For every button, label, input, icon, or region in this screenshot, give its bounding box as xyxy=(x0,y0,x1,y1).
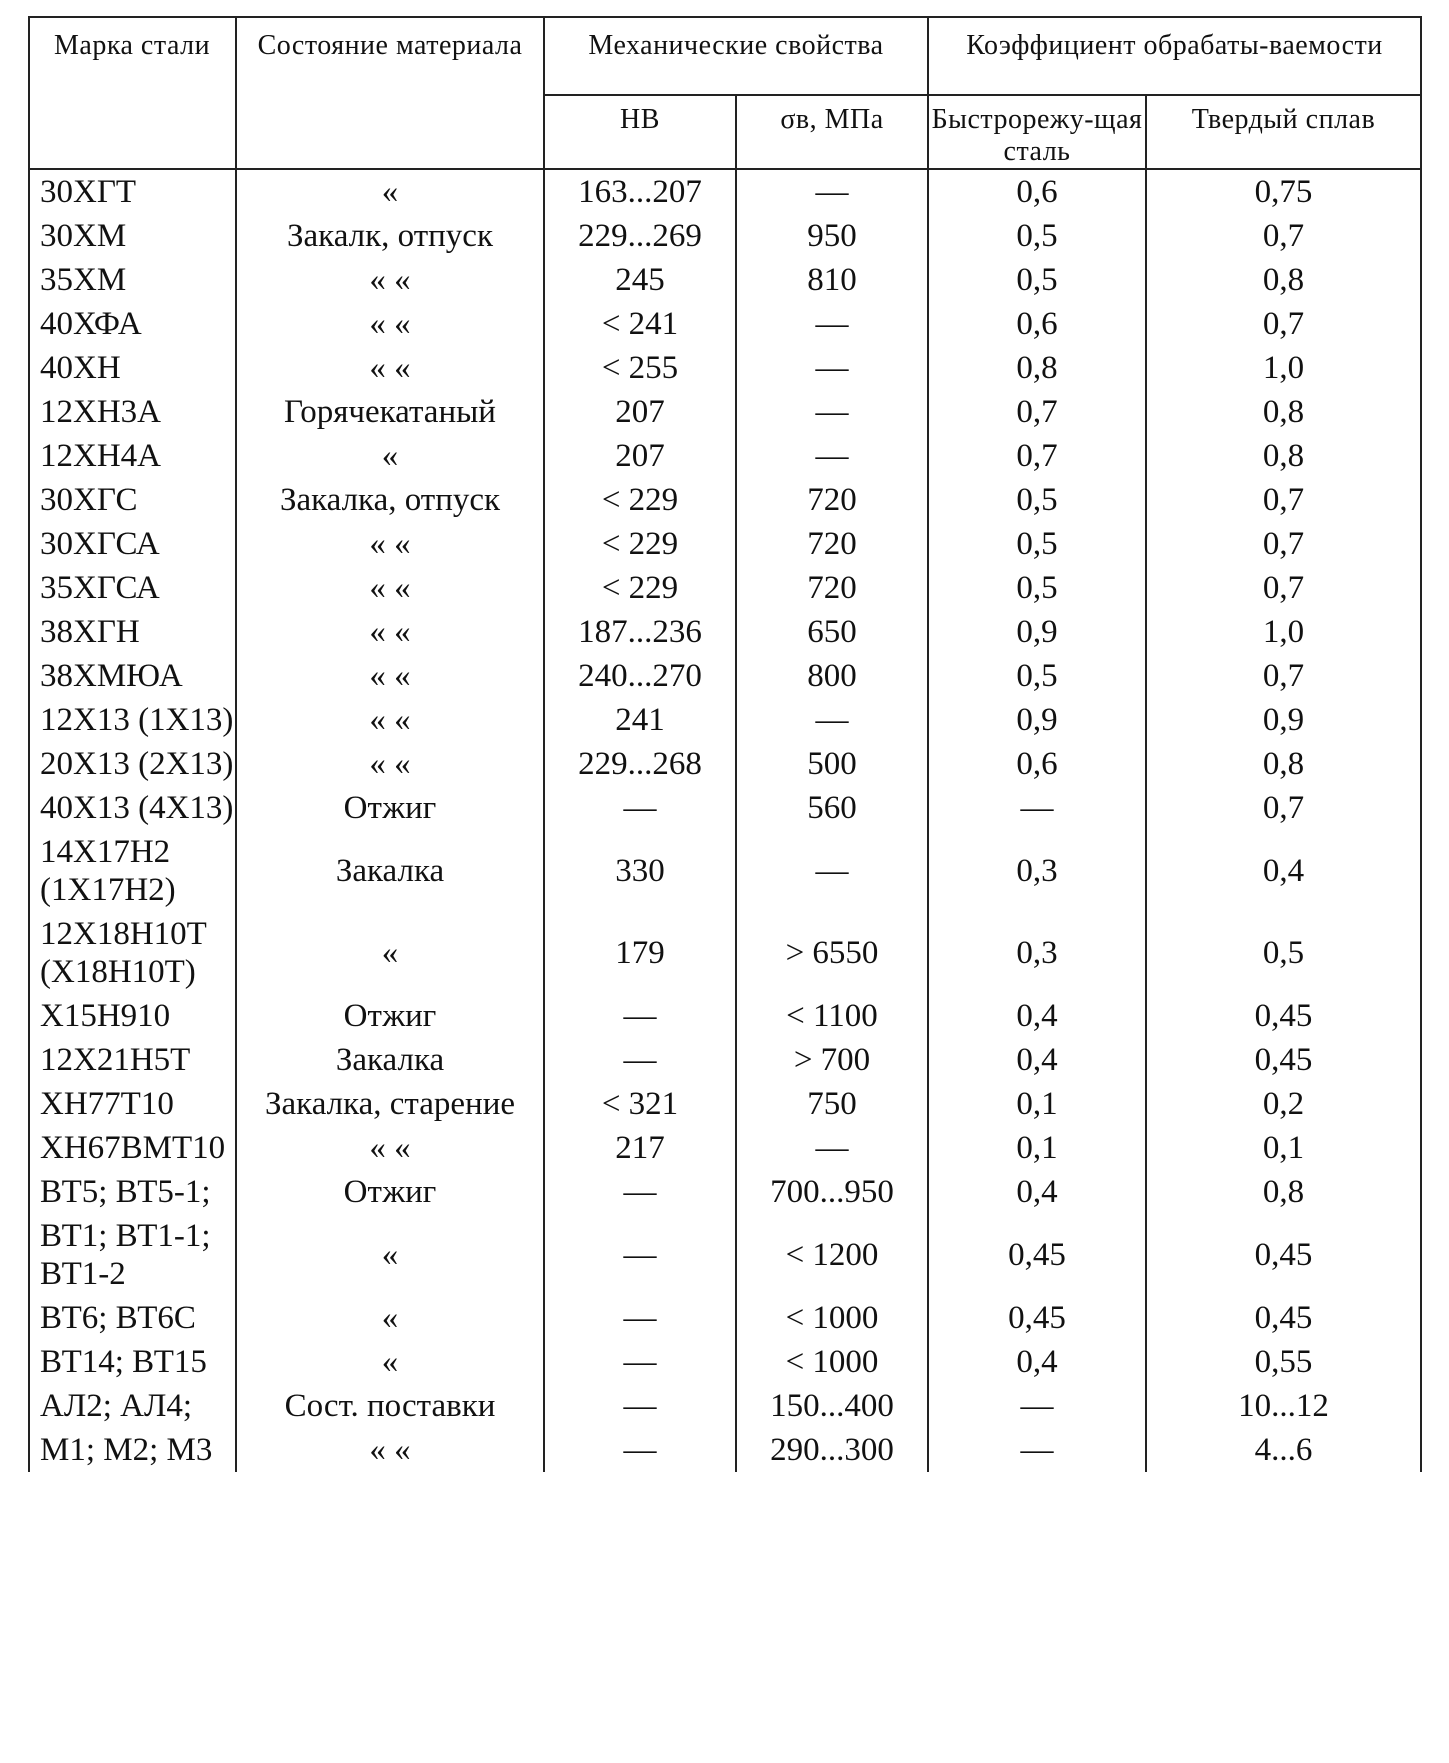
table-row xyxy=(29,1384,1421,1428)
cell-hb: — xyxy=(544,1214,736,1296)
cell-material-state: Горячекатаный xyxy=(236,390,544,434)
cell-tensile-strength: — xyxy=(736,830,928,912)
table-row xyxy=(29,830,1421,912)
cell-steel-grade: АЛ2; АЛ4; xyxy=(29,1384,236,1428)
cell-hard-alloy: 0,7 xyxy=(1146,478,1421,522)
cell-hard-alloy: 0,2 xyxy=(1146,1082,1421,1126)
cell-hard-alloy: 0,8 xyxy=(1146,434,1421,478)
cell-high-speed-steel: 0,3 xyxy=(928,830,1146,912)
cell-hb: 245 xyxy=(544,258,736,302)
cell-material-state: « xyxy=(236,1214,544,1296)
cell-material-state: « « xyxy=(236,258,544,302)
cell-high-speed-steel: 0,5 xyxy=(928,214,1146,258)
cell-tensile-strength: 720 xyxy=(736,566,928,610)
cell-hb: < 241 xyxy=(544,302,736,346)
table-row xyxy=(29,1126,1421,1170)
cell-hard-alloy: 0,7 xyxy=(1146,214,1421,258)
cell-hard-alloy: 0,8 xyxy=(1146,742,1421,786)
cell-tensile-strength: 150...400 xyxy=(736,1384,928,1428)
table-row xyxy=(29,610,1421,654)
cell-high-speed-steel: 0,45 xyxy=(928,1214,1146,1296)
cell-tensile-strength: — xyxy=(736,1126,928,1170)
cell-hard-alloy: 0,75 xyxy=(1146,169,1421,214)
cell-steel-grade: ВТ6; ВТ6С xyxy=(29,1296,236,1340)
cell-material-state: Закалка xyxy=(236,1038,544,1082)
cell-tensile-strength: < 1000 xyxy=(736,1340,928,1384)
cell-hard-alloy: 0,8 xyxy=(1146,258,1421,302)
cell-hb: 187...236 xyxy=(544,610,736,654)
cell-steel-grade: 12Х18Н10Т (Х18Н10Т) xyxy=(29,912,236,994)
table-row xyxy=(29,522,1421,566)
cell-tensile-strength: 750 xyxy=(736,1082,928,1126)
table-body xyxy=(29,169,1421,1472)
header-tensile-strength: σв, МПа xyxy=(736,95,928,169)
cell-steel-grade: 20Х13 (2Х13) xyxy=(29,742,236,786)
cell-tensile-strength: 700...950 xyxy=(736,1170,928,1214)
header-hb: HB xyxy=(544,95,736,169)
table-row xyxy=(29,434,1421,478)
cell-material-state: Закалка, старение xyxy=(236,1082,544,1126)
cell-high-speed-steel: 0,6 xyxy=(928,302,1146,346)
cell-hb: 163...207 xyxy=(544,169,736,214)
table-row xyxy=(29,1082,1421,1126)
cell-hb: 207 xyxy=(544,434,736,478)
cell-steel-grade: 12Х13 (1Х13) xyxy=(29,698,236,742)
cell-steel-grade: 40ХН xyxy=(29,346,236,390)
header-mechanical-properties: Механические свойства xyxy=(544,17,928,95)
cell-hb: — xyxy=(544,1296,736,1340)
cell-material-state: « « xyxy=(236,522,544,566)
cell-hb: — xyxy=(544,1170,736,1214)
cell-hb: — xyxy=(544,1038,736,1082)
table-row xyxy=(29,214,1421,258)
cell-hb: 330 xyxy=(544,830,736,912)
cell-high-speed-steel: 0,6 xyxy=(928,742,1146,786)
cell-material-state: Отжиг xyxy=(236,994,544,1038)
cell-hard-alloy: 0,1 xyxy=(1146,1126,1421,1170)
cell-hard-alloy: 1,0 xyxy=(1146,610,1421,654)
cell-material-state: « « xyxy=(236,742,544,786)
table-row xyxy=(29,1428,1421,1472)
cell-hb: — xyxy=(544,1428,736,1472)
cell-material-state: « « xyxy=(236,610,544,654)
cell-tensile-strength: < 1200 xyxy=(736,1214,928,1296)
cell-tensile-strength: — xyxy=(736,698,928,742)
cell-hb: 229...268 xyxy=(544,742,736,786)
table-row xyxy=(29,478,1421,522)
cell-steel-grade: 30ХГСА xyxy=(29,522,236,566)
cell-high-speed-steel: 0,45 xyxy=(928,1296,1146,1340)
table-row xyxy=(29,742,1421,786)
cell-hard-alloy: 0,7 xyxy=(1146,566,1421,610)
cell-tensile-strength: 810 xyxy=(736,258,928,302)
cell-high-speed-steel: 0,5 xyxy=(928,522,1146,566)
cell-steel-grade: Х15Н910 xyxy=(29,994,236,1038)
table-row xyxy=(29,912,1421,994)
cell-high-speed-steel: 0,7 xyxy=(928,434,1146,478)
cell-high-speed-steel: — xyxy=(928,786,1146,830)
cell-hb: 207 xyxy=(544,390,736,434)
cell-tensile-strength: 720 xyxy=(736,478,928,522)
cell-material-state: Сост. поставки xyxy=(236,1384,544,1428)
cell-high-speed-steel: 0,7 xyxy=(928,390,1146,434)
table-row xyxy=(29,346,1421,390)
cell-steel-grade: 30ХГТ xyxy=(29,169,236,214)
cell-tensile-strength: 650 xyxy=(736,610,928,654)
table-row xyxy=(29,786,1421,830)
cell-steel-grade: М1; М2; М3 xyxy=(29,1428,236,1472)
cell-hb: 229...269 xyxy=(544,214,736,258)
cell-steel-grade: 35ХГСА xyxy=(29,566,236,610)
cell-steel-grade: 40Х13 (4Х13) xyxy=(29,786,236,830)
cell-tensile-strength: 560 xyxy=(736,786,928,830)
cell-steel-grade: 30ХГС xyxy=(29,478,236,522)
cell-hard-alloy: 0,7 xyxy=(1146,302,1421,346)
cell-high-speed-steel: 0,4 xyxy=(928,994,1146,1038)
cell-material-state: « xyxy=(236,1296,544,1340)
cell-high-speed-steel: 0,4 xyxy=(928,1038,1146,1082)
cell-tensile-strength: < 1100 xyxy=(736,994,928,1038)
cell-tensile-strength: 500 xyxy=(736,742,928,786)
table-row xyxy=(29,566,1421,610)
cell-material-state: « « xyxy=(236,302,544,346)
cell-high-speed-steel: 0,3 xyxy=(928,912,1146,994)
cell-hard-alloy: 0,8 xyxy=(1146,1170,1421,1214)
cell-material-state: « « xyxy=(236,1428,544,1472)
cell-tensile-strength: — xyxy=(736,169,928,214)
cell-steel-grade: ХН67ВМТ10 xyxy=(29,1126,236,1170)
cell-high-speed-steel: 0,1 xyxy=(928,1126,1146,1170)
header-hard-alloy: Твердый сплав xyxy=(1146,95,1421,169)
cell-hard-alloy: 0,45 xyxy=(1146,994,1421,1038)
cell-tensile-strength: > 700 xyxy=(736,1038,928,1082)
cell-hard-alloy: 0,55 xyxy=(1146,1340,1421,1384)
cell-high-speed-steel: 0,1 xyxy=(928,1082,1146,1126)
cell-high-speed-steel: 0,5 xyxy=(928,566,1146,610)
cell-hard-alloy: 0,5 xyxy=(1146,912,1421,994)
cell-material-state: « « xyxy=(236,346,544,390)
table-row xyxy=(29,390,1421,434)
cell-hb: < 229 xyxy=(544,566,736,610)
table-row xyxy=(29,258,1421,302)
cell-hard-alloy: 0,45 xyxy=(1146,1214,1421,1296)
header-material-state: Состояние материала xyxy=(236,17,544,169)
cell-hard-alloy: 0,7 xyxy=(1146,654,1421,698)
table-header xyxy=(29,17,1421,169)
cell-material-state: Закалка, отпуск xyxy=(236,478,544,522)
cell-high-speed-steel: 0,4 xyxy=(928,1340,1146,1384)
cell-tensile-strength: — xyxy=(736,346,928,390)
table-row xyxy=(29,1170,1421,1214)
cell-steel-grade: 38ХГН xyxy=(29,610,236,654)
cell-steel-grade: 12Х21Н5Т xyxy=(29,1038,236,1082)
cell-hard-alloy: 0,7 xyxy=(1146,786,1421,830)
cell-hb: — xyxy=(544,994,736,1038)
cell-hard-alloy: 0,45 xyxy=(1146,1038,1421,1082)
cell-steel-grade: ВТ5; ВТ5-1; xyxy=(29,1170,236,1214)
cell-material-state: « « xyxy=(236,1126,544,1170)
cell-high-speed-steel: 0,9 xyxy=(928,610,1146,654)
cell-material-state: « « xyxy=(236,566,544,610)
table-row xyxy=(29,1214,1421,1296)
cell-tensile-strength: — xyxy=(736,390,928,434)
cell-steel-grade: 12ХН3А xyxy=(29,390,236,434)
cell-hard-alloy: 0,7 xyxy=(1146,522,1421,566)
cell-hb: 240...270 xyxy=(544,654,736,698)
cell-high-speed-steel: 0,5 xyxy=(928,478,1146,522)
cell-hb: < 229 xyxy=(544,478,736,522)
cell-hb: 179 xyxy=(544,912,736,994)
cell-hb: — xyxy=(544,786,736,830)
cell-tensile-strength: 800 xyxy=(736,654,928,698)
cell-material-state: Закалка xyxy=(236,830,544,912)
cell-material-state: « xyxy=(236,912,544,994)
cell-tensile-strength: 290...300 xyxy=(736,1428,928,1472)
cell-high-speed-steel: — xyxy=(928,1428,1146,1472)
cell-hard-alloy: 10...12 xyxy=(1146,1384,1421,1428)
cell-tensile-strength: < 1000 xyxy=(736,1296,928,1340)
cell-hb: 241 xyxy=(544,698,736,742)
cell-material-state: « xyxy=(236,434,544,478)
table-row xyxy=(29,302,1421,346)
header-machinability-coefficient: Коэффициент обрабаты-ваемости xyxy=(928,17,1421,95)
cell-hard-alloy: 0,4 xyxy=(1146,830,1421,912)
header-high-speed-steel: Быстрорежу-щая сталь xyxy=(928,95,1146,169)
cell-material-state: « xyxy=(236,1340,544,1384)
cell-material-state: « « xyxy=(236,698,544,742)
table-row xyxy=(29,1296,1421,1340)
header-steel-grade: Марка стали xyxy=(29,17,236,169)
cell-hb: < 229 xyxy=(544,522,736,566)
cell-material-state: Отжиг xyxy=(236,786,544,830)
cell-steel-grade: ВТ1; ВТ1-1; ВТ1-2 xyxy=(29,1214,236,1296)
table-row xyxy=(29,169,1421,214)
cell-hard-alloy: 0,8 xyxy=(1146,390,1421,434)
cell-steel-grade: 35ХМ xyxy=(29,258,236,302)
cell-high-speed-steel: 0,5 xyxy=(928,654,1146,698)
cell-hard-alloy: 1,0 xyxy=(1146,346,1421,390)
table-row xyxy=(29,654,1421,698)
cell-hb: < 255 xyxy=(544,346,736,390)
cell-tensile-strength: 950 xyxy=(736,214,928,258)
table-row xyxy=(29,994,1421,1038)
cell-hb: — xyxy=(544,1384,736,1428)
cell-hb: < 321 xyxy=(544,1082,736,1126)
cell-hard-alloy: 0,45 xyxy=(1146,1296,1421,1340)
cell-material-state: Отжиг xyxy=(236,1170,544,1214)
table-row xyxy=(29,1038,1421,1082)
cell-steel-grade: 14Х17Н2 (1Х17Н2) xyxy=(29,830,236,912)
cell-steel-grade: ХН77Т10 xyxy=(29,1082,236,1126)
cell-hard-alloy: 0,9 xyxy=(1146,698,1421,742)
cell-material-state: « « xyxy=(236,654,544,698)
document-page xyxy=(28,16,1420,1472)
cell-steel-grade: 30ХМ xyxy=(29,214,236,258)
cell-high-speed-steel: 0,9 xyxy=(928,698,1146,742)
cell-high-speed-steel: — xyxy=(928,1384,1146,1428)
cell-steel-grade: 12ХН4А xyxy=(29,434,236,478)
cell-high-speed-steel: 0,4 xyxy=(928,1170,1146,1214)
cell-high-speed-steel: 0,6 xyxy=(928,169,1146,214)
cell-high-speed-steel: 0,5 xyxy=(928,258,1146,302)
cell-tensile-strength: > 6550 xyxy=(736,912,928,994)
cell-tensile-strength: — xyxy=(736,434,928,478)
cell-steel-grade: ВТ14; ВТ15 xyxy=(29,1340,236,1384)
cell-hb: 217 xyxy=(544,1126,736,1170)
table-row xyxy=(29,698,1421,742)
cell-material-state: Закалк, отпуск xyxy=(236,214,544,258)
cell-hb: — xyxy=(544,1340,736,1384)
cell-tensile-strength: 720 xyxy=(736,522,928,566)
cell-steel-grade: 40ХФА xyxy=(29,302,236,346)
cell-tensile-strength: — xyxy=(736,302,928,346)
cell-material-state: « xyxy=(236,169,544,214)
cell-steel-grade: 38ХМЮА xyxy=(29,654,236,698)
cell-hard-alloy: 4...6 xyxy=(1146,1428,1421,1472)
steel-machinability-table xyxy=(28,16,1422,1472)
table-row xyxy=(29,1340,1421,1384)
cell-high-speed-steel: 0,8 xyxy=(928,346,1146,390)
